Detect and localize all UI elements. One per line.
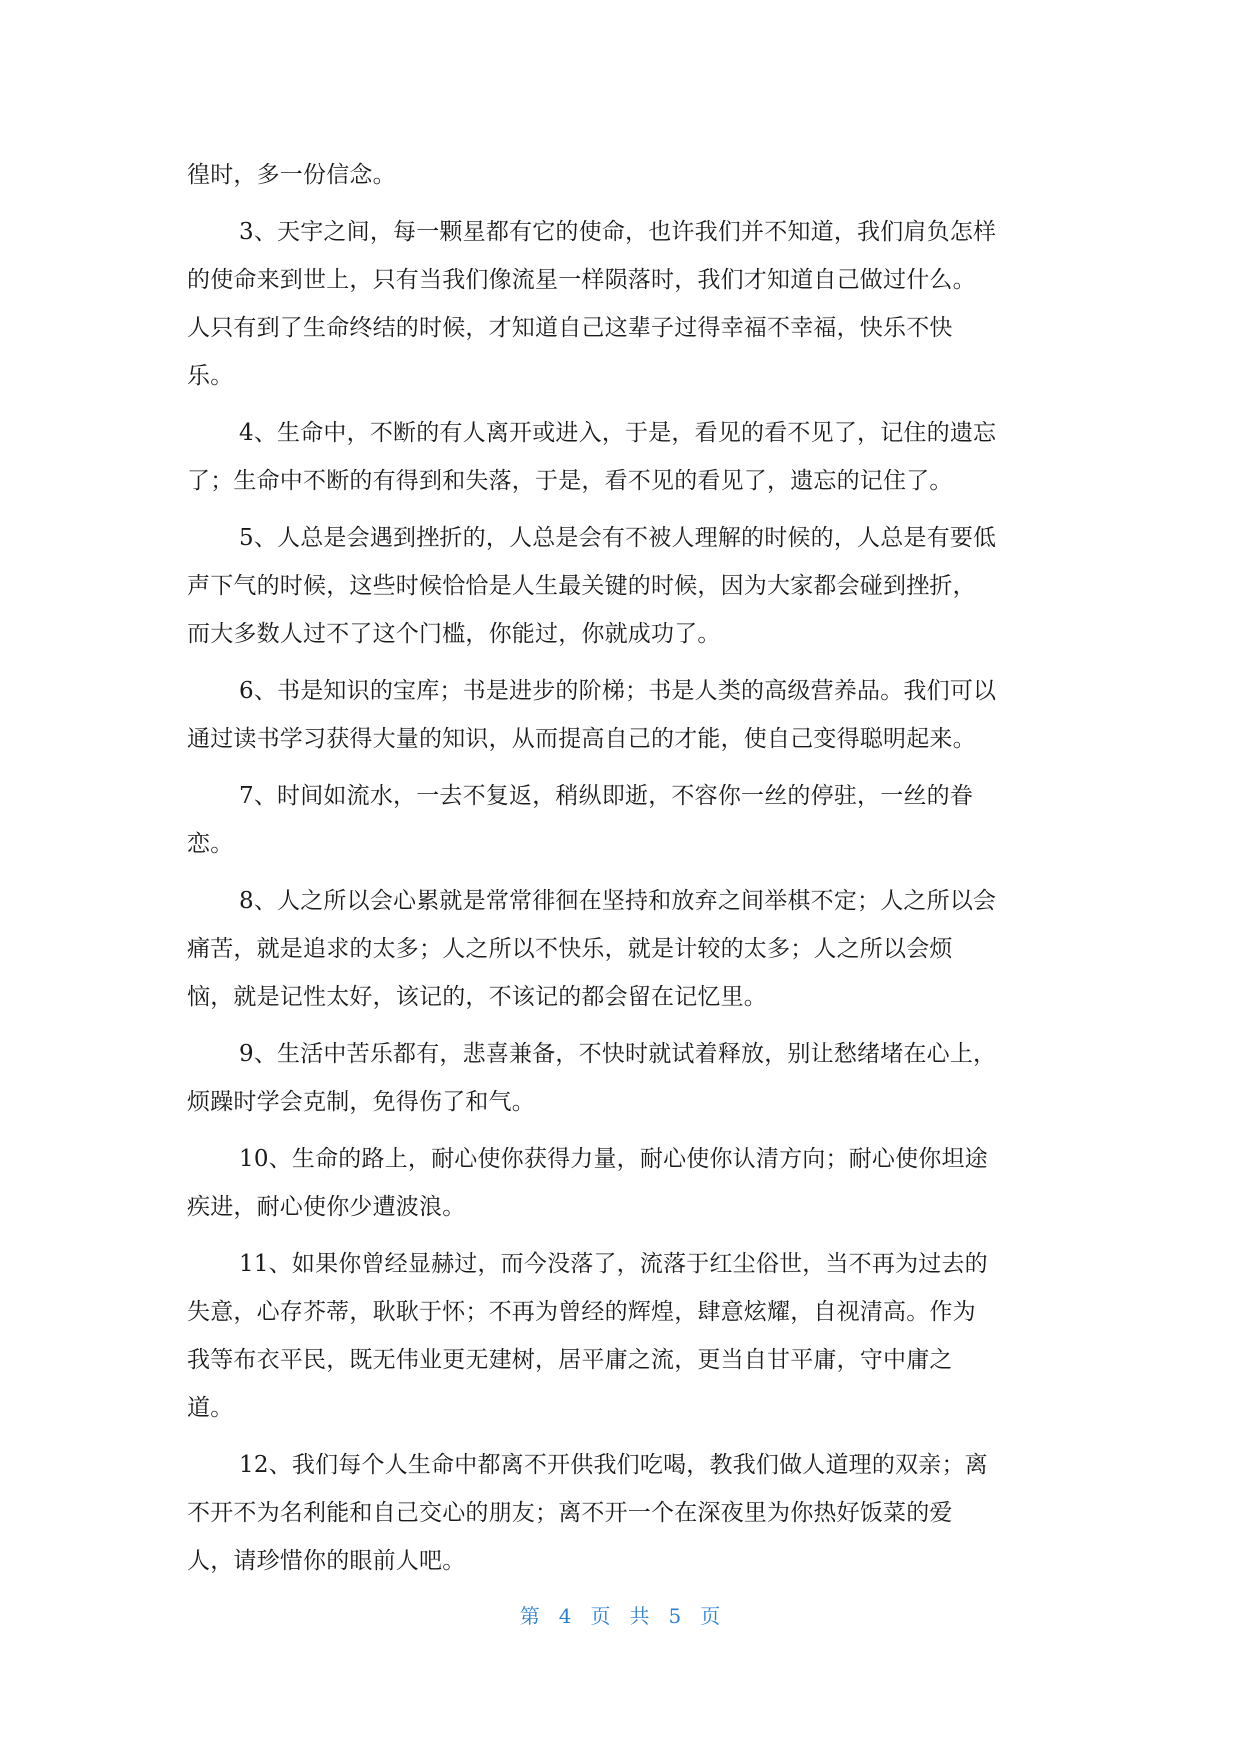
text-line: 12、我们每个人生命中都离不开供我们吃喝，教我们做人道理的双亲；离 [239, 1452, 988, 1478]
text-line: 人，请珍惜你的眼前人吧。 [187, 1548, 466, 1574]
paragraph [187, 1030, 1067, 1126]
paragraph [187, 514, 1067, 658]
page-footer [0, 1600, 1241, 1629]
text-line: 通过读书学习获得大量的知识，从而提高自己的才能，使自己变得聪明起来。 [187, 726, 976, 752]
text-line: 3、天宇之间，每一颗星都有它的使命，也许我们并不知道，我们肩负怎样 [239, 219, 997, 245]
text-line: 5、人总是会遇到挫折的，人总是会有不被人理解的时候的，人总是有要低 [239, 525, 997, 551]
paragraph [187, 1240, 1067, 1432]
text-line: 恼，就是记性太好，该记的，不该记的都会留在记忆里。 [187, 984, 767, 1010]
paragraph [187, 877, 1067, 1021]
paragraph [187, 772, 1067, 868]
text-line: 我等布衣平民，既无伟业更无建树，居平庸之流，更当自甘平庸，守中庸之 [187, 1347, 953, 1373]
text-line: 9、生活中苦乐都有，悲喜兼备，不快时就试着释放，别让愁绪堵在心上， [239, 1041, 997, 1067]
total-pages-number: 5 [668, 1604, 683, 1628]
text-line: 疾进，耐心使你少遭波浪。 [187, 1194, 466, 1220]
paragraph [187, 667, 1067, 763]
paragraph [187, 409, 1067, 505]
text-line: 道。 [187, 1395, 234, 1421]
paragraph [187, 1135, 1067, 1231]
text-line: 失意，心存芥蒂，耿耿于怀；不再为曾经的辉煌，肆意炫耀，自视清高。作为 [187, 1299, 976, 1325]
footer-di: 第 [519, 1604, 541, 1628]
paragraph [187, 151, 1067, 199]
current-page-number: 4 [558, 1604, 573, 1628]
footer-ye: 页 [700, 1604, 722, 1628]
text-line: 10、生命的路上，耐心使你获得力量，耐心使你认清方向；耐心使你坦途 [239, 1146, 988, 1172]
text-line: 6、书是知识的宝库；书是进步的阶梯；书是人类的高级营养品。我们可以 [239, 678, 997, 704]
footer-ye: 页 [590, 1604, 612, 1628]
paragraph [187, 1441, 1067, 1585]
text-line: 4、生命中，不断的有人离开或进入，于是，看见的看不见了，记住的遗忘 [239, 420, 997, 446]
text-line: 8、人之所以会心累就是常常徘徊在坚持和放弃之间举棋不定；人之所以会 [239, 888, 997, 914]
text-line: 11、如果你曾经显赫过，而今没落了，流落于红尘俗世，当不再为过去的 [239, 1251, 988, 1277]
text-line: 声下气的时候，这些时候恰恰是人生最关键的时候，因为大家都会碰到挫折， [187, 573, 976, 599]
text-line: 而大多数人过不了这个门槛，你能过，你就成功了。 [187, 621, 721, 647]
paragraph [187, 208, 1067, 400]
document-body [187, 151, 1067, 1585]
text-line: 的使命来到世上，只有当我们像流星一样陨落时，我们才知道自己做过什么。 [187, 267, 976, 293]
text-line: 了；生命中不断的有得到和失落，于是，看不见的看见了，遗忘的记住了。 [187, 468, 953, 494]
footer-gong: 共 [629, 1604, 651, 1628]
text-line: 7、时间如流水，一去不复返，稍纵即逝，不容你一丝的停驻，一丝的眷 [239, 783, 974, 809]
text-line: 恋。 [187, 831, 234, 857]
text-line: 烦躁时学会克制，免得伤了和气。 [187, 1089, 535, 1115]
text-line: 徨时，多一份信念。 [187, 162, 396, 188]
text-line: 乐。 [187, 363, 234, 389]
text-line: 不开不为名利能和自己交心的朋友；离不开一个在深夜里为你热好饭菜的爱 [187, 1500, 953, 1526]
text-line: 人只有到了生命终结的时候，才知道自己这辈子过得幸福不幸福，快乐不快 [187, 315, 953, 341]
text-line: 痛苦，就是追求的太多；人之所以不快乐，就是计较的太多；人之所以会烦 [187, 936, 953, 962]
